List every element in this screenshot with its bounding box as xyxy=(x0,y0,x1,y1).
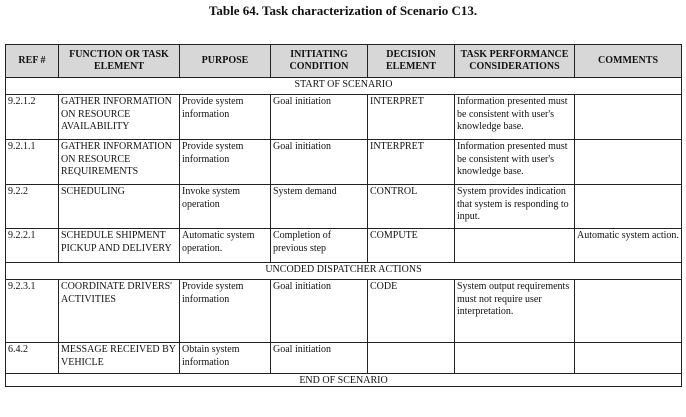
cell-decision: CODE xyxy=(368,280,455,343)
cell-ref: 9.2.2.1 xyxy=(6,229,59,263)
table-row xyxy=(6,95,682,140)
cell-purpose: Invoke system operation xyxy=(180,185,271,229)
cell-initiating: Goal initiation xyxy=(271,95,368,140)
header-row xyxy=(6,45,682,78)
cell-decision: INTERPRET xyxy=(368,95,455,140)
section-row-end xyxy=(6,374,682,387)
table-row xyxy=(6,140,682,185)
header-comments: COMMENTS xyxy=(575,45,682,78)
cell-comments xyxy=(575,95,682,140)
table-row xyxy=(6,229,682,263)
cell-decision: COMPUTE xyxy=(368,229,455,263)
table-row xyxy=(6,185,682,229)
header-function: FUNCTION OR TASK ELEMENT xyxy=(59,45,180,78)
cell-function: GATHER INFORMATION ON RESOURCE REQUIREMENTS xyxy=(59,140,180,185)
cell-ref: 9.2.3.1 xyxy=(6,280,59,343)
cell-function: MESSAGE RECEIVED BY VEHICLE xyxy=(59,343,180,374)
table-row xyxy=(6,343,682,374)
task-characterization-table xyxy=(5,44,682,387)
cell-performance xyxy=(455,343,575,374)
header-task-performance: TASK PERFORMANCE CONSIDERATIONS xyxy=(455,45,575,78)
cell-performance: System provides indication that system is responding to input. xyxy=(455,185,575,229)
header-initiating-condition: INITIATING CONDITION xyxy=(271,45,368,78)
cell-ref: 9.2.2 xyxy=(6,185,59,229)
cell-initiating: Goal initiation xyxy=(271,280,368,343)
header-decision-element: DECISION ELEMENT xyxy=(368,45,455,78)
cell-decision xyxy=(368,343,455,374)
cell-purpose: Provide system information xyxy=(180,280,271,343)
section-label-uncoded: UNCODED DISPATCHER ACTIONS xyxy=(6,263,682,280)
cell-function: SCHEDULE SHIPMENT PICKUP AND DELIVERY xyxy=(59,229,180,263)
table-caption: Table 64. Task characterization of Scenario C13. xyxy=(208,3,478,18)
cell-comments xyxy=(575,280,682,343)
cell-ref: 9.2.1.1 xyxy=(6,140,59,185)
cell-decision: CONTROL xyxy=(368,185,455,229)
header-ref: REF # xyxy=(6,45,59,78)
cell-function: SCHEDULING xyxy=(59,185,180,229)
cell-comments xyxy=(575,343,682,374)
cell-initiating: System demand xyxy=(271,185,368,229)
cell-comments: Automatic system action. xyxy=(575,229,682,263)
cell-purpose: Automatic system operation. xyxy=(180,229,271,263)
cell-ref: 9.2.1.2 xyxy=(6,95,59,140)
cell-purpose: Obtain system information xyxy=(180,343,271,374)
cell-function: COORDINATE DRIVERS' ACTIVITIES xyxy=(59,280,180,343)
cell-comments xyxy=(575,140,682,185)
cell-performance: Information presented must be consistent with user's knowledge base. xyxy=(455,140,575,185)
cell-decision: INTERPRET xyxy=(368,140,455,185)
cell-comments xyxy=(575,185,682,229)
cell-performance xyxy=(455,229,575,263)
section-label-start: START OF SCENARIO xyxy=(6,78,682,95)
cell-function: GATHER INFORMATION ON RESOURCE AVAILABILITY xyxy=(59,95,180,140)
cell-initiating: Completion of previous step xyxy=(271,229,368,263)
cell-performance: Information presented must be consistent with user's knowledge base. xyxy=(455,95,575,140)
header-purpose: PURPOSE xyxy=(180,45,271,78)
cell-performance: System output requirements must not require user interpretation. xyxy=(455,280,575,343)
section-row-start xyxy=(6,78,682,95)
cell-purpose: Provide system information xyxy=(180,95,271,140)
cell-purpose: Provide system information xyxy=(180,140,271,185)
table-row xyxy=(6,280,682,343)
cell-initiating: Goal initiation xyxy=(271,343,368,374)
cell-ref: 6.4.2 xyxy=(6,343,59,374)
section-row-uncoded xyxy=(6,263,682,280)
cell-initiating: Goal initiation xyxy=(271,140,368,185)
section-label-end: END OF SCENARIO xyxy=(6,374,682,387)
